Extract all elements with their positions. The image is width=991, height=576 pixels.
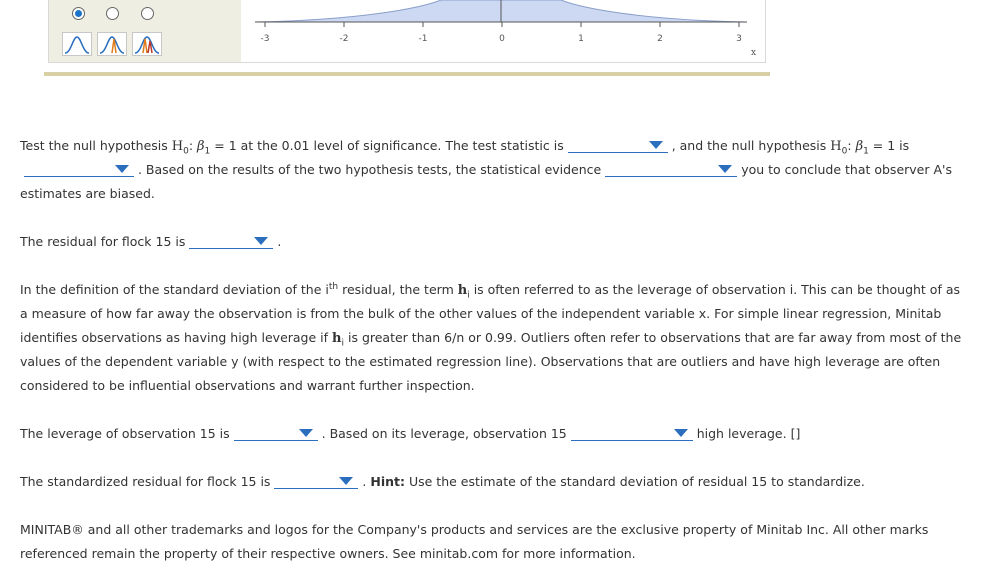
x-tick-label: -2 bbox=[339, 34, 349, 44]
radio-option-1[interactable] bbox=[72, 7, 85, 20]
question-standardized-residual: The standardized residual for flock 15 is . Hint: Use the estimate of the standard deviation of residual 15 to standardize. bbox=[20, 474, 865, 489]
section-divider bbox=[44, 72, 770, 76]
radio-option-2[interactable] bbox=[106, 7, 119, 20]
trademark-notice-line2: referenced remain the property of their respective owners. See minitab.com for more information. bbox=[20, 546, 636, 561]
radio-option-3[interactable] bbox=[141, 7, 154, 20]
leverage-paragraph-line4: values of the dependent variable y (with respect to the estimated regression line). Observations that are outliers and have high leverage are often bbox=[20, 354, 941, 369]
question-hypothesis-line3: estimates are biased. bbox=[20, 186, 155, 201]
leverage-paragraph-line3: identifies observations as having high leverage if $h_i$ is greater than 6/n or 0.99. Outliers often refer to observations that are far away from most of the bbox=[20, 330, 962, 349]
widget-controls bbox=[49, 0, 241, 62]
trademark-notice-line1: MINITAB® and all other trademarks and logos for the Company's products and services are the exclusive property of Minitab Inc. All other marks bbox=[20, 522, 929, 537]
multi-curve-icon[interactable] bbox=[132, 32, 162, 56]
standardized-residual-dropdown[interactable] bbox=[274, 474, 358, 489]
residual-dropdown[interactable] bbox=[189, 234, 273, 249]
high-leverage-dropdown[interactable] bbox=[571, 426, 693, 441]
x-tick-label: 1 bbox=[578, 34, 584, 44]
leverage-dropdown[interactable] bbox=[234, 426, 318, 441]
leverage-paragraph-line1: In the definition of the standard deviation of the $i^{th}$ residual, the term $h_i$ is often referred to as the leverage of observation i. This can be thought of as bbox=[20, 282, 960, 301]
test-statistic-dropdown[interactable] bbox=[568, 138, 668, 153]
normal-distribution-plot bbox=[241, 0, 765, 62]
x-tick-label: 2 bbox=[657, 34, 663, 44]
question-hypothesis-line1: Test the null hypothesis $H_0$: $\beta_1 = 1$ at the 0.01 level of significance. The test statistic is , and the null hypothesis $H_0$: $\beta_1 = 1$ is bbox=[20, 138, 910, 157]
leverage-paragraph-line2: a measure of how far away the observation is from the bulk of the other values of the independent variable x. For simple linear regression, Minitab bbox=[20, 306, 942, 321]
question-residual: The residual for flock 15 is . bbox=[20, 234, 282, 249]
normal-curve-icon[interactable] bbox=[62, 32, 92, 56]
leverage-paragraph-line5: considered to be influential observations and warrant further inspection. bbox=[20, 378, 475, 393]
question-hypothesis-line2: . Based on the results of the two hypothesis tests, the statistical evidence you to conclude that observer A's bbox=[24, 162, 952, 177]
question-leverage: The leverage of observation 15 is . Based on its leverage, observation 15 high leverage. [] bbox=[20, 426, 801, 441]
null-hypothesis-decision-dropdown[interactable] bbox=[24, 162, 134, 177]
x-tick-label: 0 bbox=[499, 34, 505, 44]
curve-comparison-icon[interactable] bbox=[97, 32, 127, 56]
evidence-dropdown[interactable] bbox=[605, 162, 737, 177]
x-tick-label: -1 bbox=[418, 34, 428, 44]
x-axis-label: x bbox=[751, 48, 757, 58]
x-tick-label: 3 bbox=[736, 34, 742, 44]
distribution-widget bbox=[48, 0, 766, 63]
x-tick-label: -3 bbox=[260, 34, 270, 44]
hint-label: Hint: bbox=[370, 474, 405, 489]
